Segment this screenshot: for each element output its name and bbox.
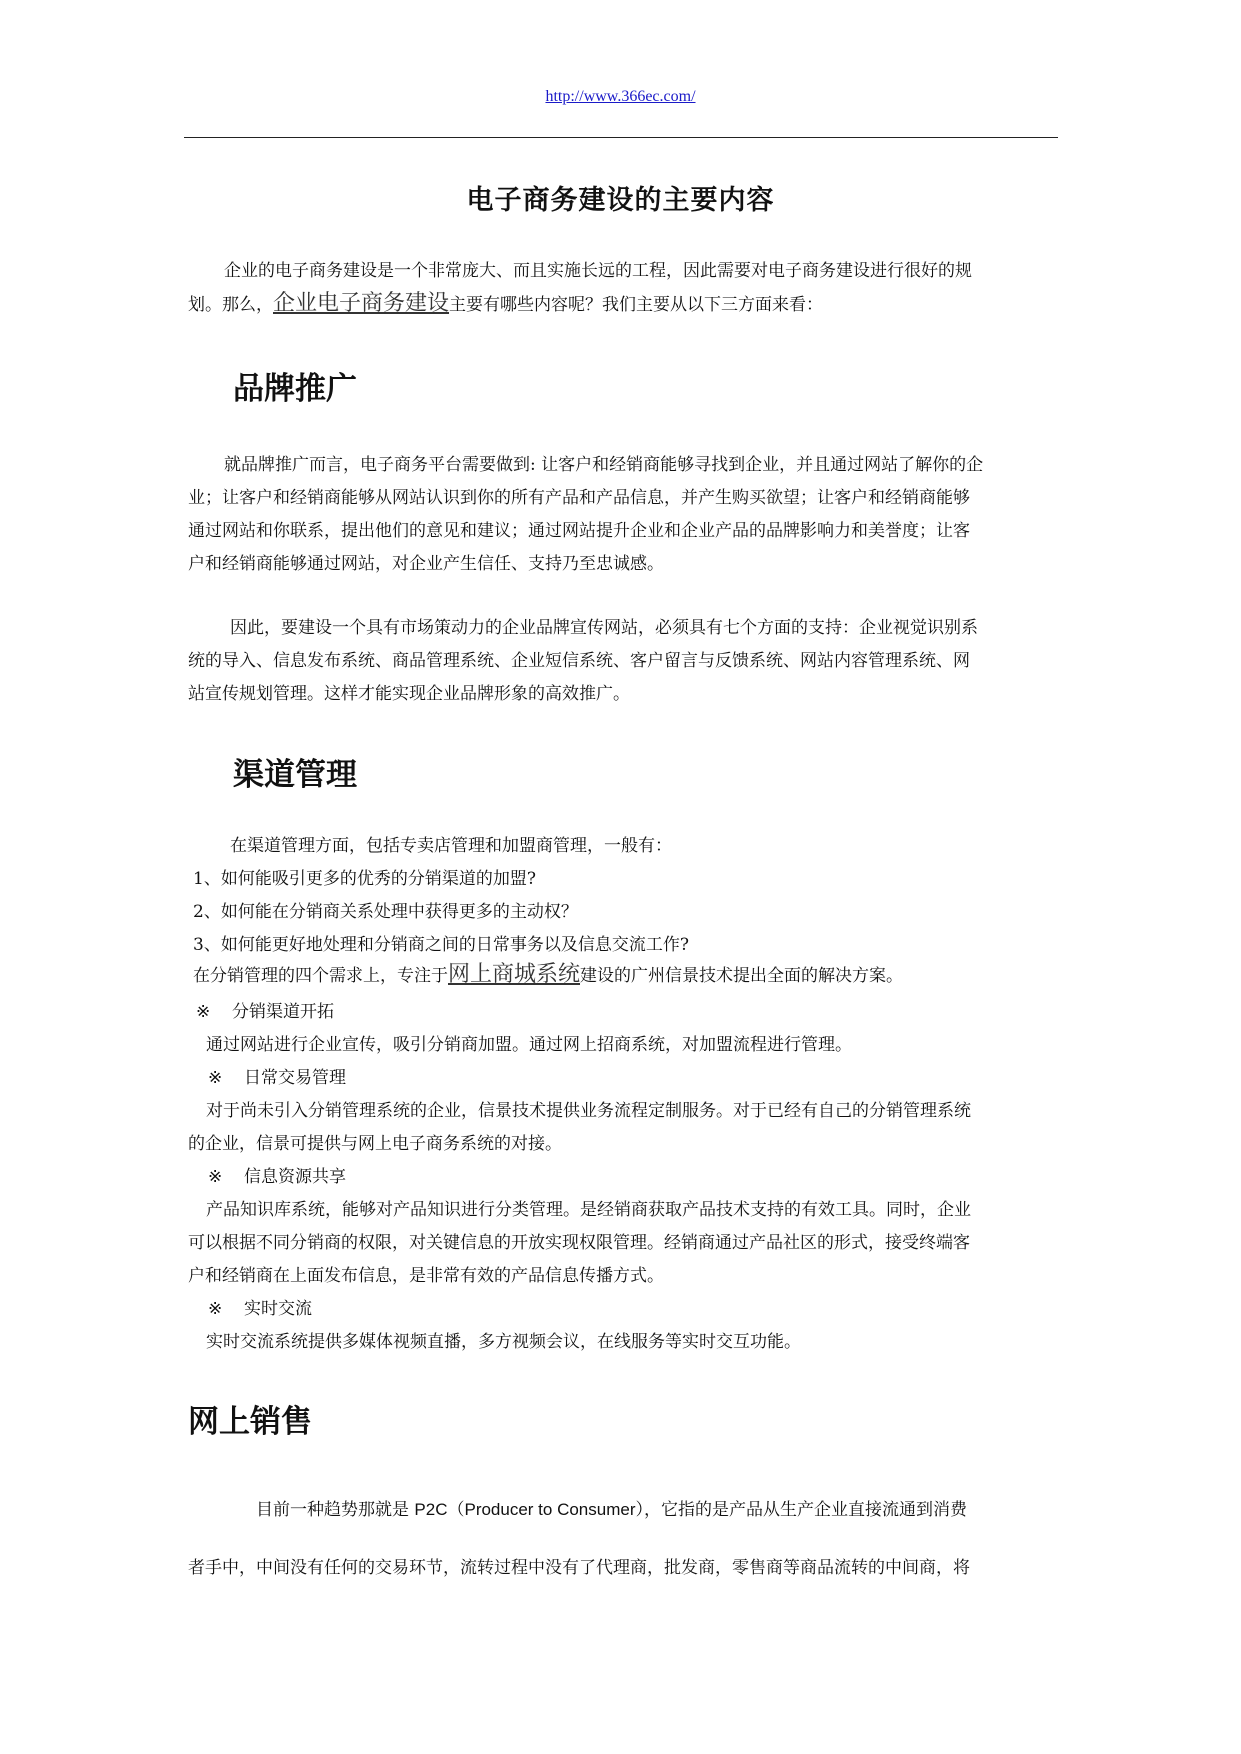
intro-text-before: 划。那么， [188,295,273,315]
item-marker: ※ [208,1068,223,1088]
intro-line-1: 企业的电子商务建设是一个非常庞大、而且实施长远的工程，因此需要对电子商务建设进行很好的规 [224,261,972,281]
summary-text-after: 建设的广州信景技术提出全面的解决方案。 [580,966,904,986]
item-body-line: 的企业，信景可提供与网上电子商务系统的对接。 [188,1134,562,1154]
item-title-realtime-communication: 实时交流 [244,1299,312,1319]
sales-line-2: 者手中，中间没有任何的交易环节，流转过程中没有了代理商，批发商，零售商等商品流转的中间商，将 [188,1558,970,1578]
brand-p2-line-3: 站宣传规划管理。这样才能实现企业品牌形象的高效推广。 [188,684,630,704]
item-marker: ※ [196,1002,211,1022]
intro-line-2 [188,287,823,322]
summary-text-before: 在分销管理的四个需求上，专注于 [193,966,448,986]
item-body-line: 户和经销商在上面发布信息，是非常有效的产品信息传播方式。 [188,1266,664,1286]
sales-text-before: 目前一种趋势那就是 [256,1500,415,1520]
section-heading-online-sales: 网上销售 [188,1404,312,1440]
item-body-line: 对于尚未引入分销管理系统的企业，信景技术提供业务流程定制服务。对于已经有自己的分销管理系统 [206,1101,971,1121]
item-marker: ※ [208,1167,223,1187]
ecommerce-keyword-link[interactable]: 企业电子商务建设 [273,291,450,316]
document-title: 电子商务建设的主要内容 [466,185,775,216]
header-divider [184,137,1058,138]
item-title-daily-trade: 日常交易管理 [244,1068,346,1088]
brand-p2-line-2: 统的导入、信息发布系统、商品管理系统、企业短信系统、客户留言与反馈系统、网站内容管理系统、网 [188,651,970,671]
brand-p1-line-2: 业；让客户和经销商能够从网站认识到你的所有产品和产品信息，并产生购买欲望；让客户和经销商能够 [188,488,970,508]
brand-p1-line-1: 就品牌推广而言，电子商务平台需要做到: 让客户和经销商能够寻找到企业，并且通过网站了解你的企 [224,455,984,475]
item-body-line: 通过网站进行企业宣传，吸引分销商加盟。通过网上招商系统，对加盟流程进行管理。 [206,1035,852,1055]
intro-text-after: 主要有哪些内容呢？我们主要从以下三方面来看： [449,295,824,315]
p2c-term: P2C（Producer to Consumer） [414,1500,644,1519]
item-body-line: 可以根据不同分销商的权限，对关键信息的开放实现权限管理。经销商通过产品社区的形式，接受终端客 [188,1233,970,1253]
section-heading-channel: 渠道管理 [233,757,357,793]
item-title-info-sharing: 信息资源共享 [244,1167,346,1187]
item-body-line: 产品知识库系统，能够对产品知识进行分类管理。是经销商获取产品技术支持的有效工具。同时，企业 [206,1200,971,1220]
online-mall-keyword-link[interactable]: 网上商城系统 [448,962,581,987]
sales-line-1 [256,1493,967,1527]
channel-question-1: 1、如何能吸引更多的优秀的分销渠道的加盟? [193,869,536,889]
channel-question-2: 2、如何能在分销商关系处理中获得更多的主动权？ [193,902,578,922]
item-marker: ※ [208,1299,223,1319]
channel-summary [193,958,903,993]
brand-p1-line-3: 通过网站和你联系，提出他们的意见和建议；通过网站提升企业和企业产品的品牌影响力和美誉度；让客 [188,521,970,541]
brand-p1-line-4: 户和经销商能够通过网站，对企业产生信任、支持乃至忠诚感。 [188,554,664,574]
brand-p2-line-1: 因此，要建设一个具有市场策动力的企业品牌宣传网站，必须具有七个方面的支持：企业视觉识别系 [230,618,978,638]
channel-intro: 在渠道管理方面，包括专卖店管理和加盟商管理，一般有： [230,836,672,856]
header-url-link[interactable]: http://www.366ec.com/ [545,88,696,105]
section-heading-brand: 品牌推广 [233,371,357,407]
channel-question-3: 3、如何能更好地处理和分销商之间的日常事务以及信息交流工作? [193,935,689,955]
item-title-channel-expansion: 分销渠道开拓 [232,1002,334,1022]
item-body-line: 实时交流系统提供多媒体视频直播，多方视频会议，在线服务等实时交互功能。 [206,1332,801,1352]
sales-text-after: ，它指的是产品从生产企业直接流通到消费 [644,1500,967,1520]
